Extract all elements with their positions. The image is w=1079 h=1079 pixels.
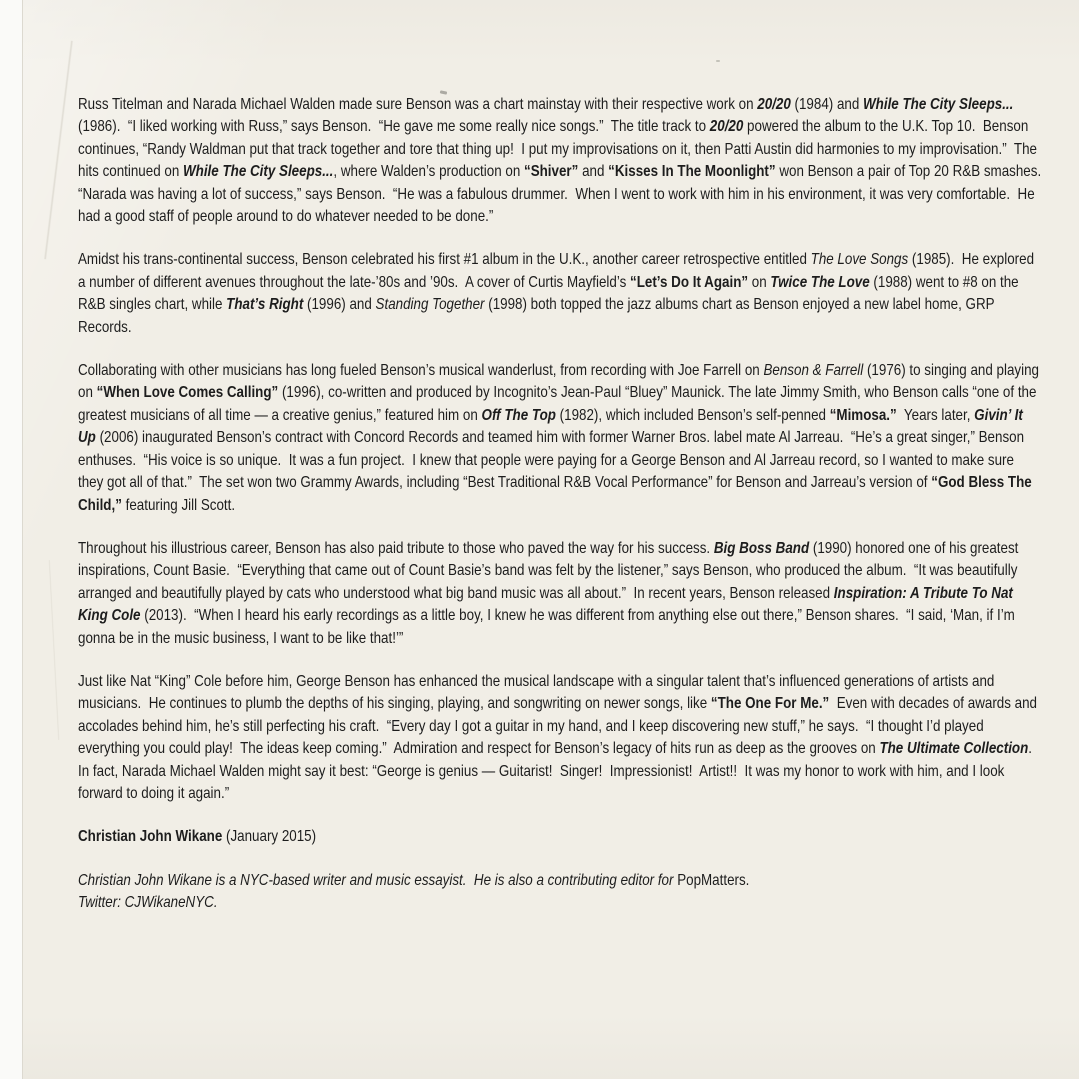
- paragraph-uk-success: [78, 249, 1042, 339]
- text-run: powered the album to the U.K. Top 10. Benson continues, “Randy Waldman put that track together and tore that thing up! I put my improvisations on it, then Patti Austin did harmonies to my improvisation.” The hits continued on: [78, 118, 1041, 181]
- text-run: (1988) went to #8 on the R&B singles chart, while: [78, 273, 1023, 314]
- byline: [78, 826, 1042, 848]
- author-bio-line: [78, 870, 1042, 892]
- paragraph-collaborations: [78, 360, 1042, 517]
- text-run: (2006) inaugurated Benson’s contract with Concord Records and teamed him with former Warner Bros. label mate Al Jarreau. “He’s a great singer,” Benson enthuses. “His voice is so unique. It was a fun project. I knew that people were paying for a George Benson and Al Jarreau record, so I wanted to make sure they got all of that.” The set won two Grammy Awards, including “Best Traditional R&B Vocal Performance” for Benson and Jarreau’s version of: [78, 429, 1028, 492]
- text-run: Twitter: CJWikaneNYC.: [78, 894, 218, 912]
- text-run: “Let’s Do It Again”: [630, 273, 749, 291]
- text-run: “Mimosa.”: [829, 406, 897, 424]
- text-run: While The City Sleeps...: [863, 96, 1014, 113]
- text-run: and: [578, 163, 609, 181]
- text-run: Inspiration: A Tribute To Nat King Cole: [78, 584, 1017, 625]
- text-run: The Ultimate Collection: [879, 740, 1029, 758]
- text-run: Givin’ It Up: [78, 406, 1027, 447]
- text-run: Benson & Farrell: [763, 362, 864, 380]
- text-run: “Kisses In The Moonlight”: [608, 163, 776, 181]
- text-run: (1982), which included Benson’s self-penned: [555, 406, 830, 424]
- text-run: (2013). “When I heard his early recordings as a little boy, I knew he was different from anything else out there,” Benson shares. “I said, ‘Man, if I’m gonna be in the music business, I want to be like that!’”: [78, 607, 1019, 647]
- text-run: Years later,: [896, 406, 975, 424]
- paper-crease: [44, 41, 74, 260]
- text-run: Christian John Wikane is a NYC-based writer and music essayist. He is also a contributing editor for: [78, 871, 678, 889]
- text-run: (January 2015): [222, 828, 317, 846]
- text-run: The Love Songs: [810, 251, 909, 269]
- text-run: PopMatters.: [677, 871, 750, 889]
- paper-crease: [48, 560, 59, 740]
- text-run: “The One For Me.”: [710, 695, 830, 713]
- text-run: (1976) to singing and playing on: [78, 362, 1043, 402]
- text-run: , where Walden’s production on: [333, 163, 524, 181]
- text-run: “When Love Comes Calling”: [96, 384, 279, 402]
- text-run: Standing Together: [375, 296, 485, 314]
- text-run: Even with decades of awards and accolades behind him, he’s still perfecting his craft. “Every day I got a guitar in my hand, and I keep discovering new stuff,” he says. “I thought I’d played everything you could play! The ideas keep coming.” Admiration and respect for Benson’s legacy of hits run as deep as the grooves on: [78, 695, 1041, 758]
- text-run: Big Boss Band: [713, 539, 810, 557]
- paragraph-legacy: [78, 671, 1042, 805]
- text-run: (1996), co-written and produced by Incognito’s Jean-Paul “Bluey” Maunick. The late Jimmy Smith, who Benson calls “one of the greatest musicians of all time — a creative genius,” featured him on: [78, 384, 1041, 424]
- text-run: . In fact, Narada Michael Walden might say it best: “George is genius — Guitarist! Singer! Impressionist! Artist!! It was my honor to work with him, and I look forward to doing it again.”: [78, 740, 1040, 802]
- scan-speck: [716, 60, 720, 62]
- text-run: (1985). He explored a number of different avenues throughout the late-’80s and ’90s. A cover of Curtis Mayfield’s: [78, 251, 1038, 291]
- text-run: on: [748, 273, 771, 291]
- text-run: (1996) and: [303, 296, 376, 314]
- text-run: 20/20: [709, 118, 744, 136]
- text-run: Russ Titelman and Narada Michael Walden made sure Benson was a chart mainstay with their respective work on: [78, 96, 758, 113]
- text-run: Throughout his illustrious career, Benson has also paid tribute to those who paved the way for his success.: [78, 539, 714, 557]
- paragraph-titelman-walden: [78, 94, 1049, 228]
- paragraph-tributes: [78, 538, 1042, 650]
- text-run: Amidst his trans-continental success, Benson celebrated his first #1 album in the U.K., another career retrospective entitled: [78, 251, 811, 269]
- text-run: Off The Top: [481, 406, 556, 424]
- author-twitter-line: [78, 892, 1042, 914]
- text-run: “Shiver”: [523, 163, 579, 181]
- text-run: featuring Jill Scott.: [121, 496, 236, 514]
- text-run: 20/20: [757, 96, 791, 113]
- text-run: (1998) both topped the jazz albums chart as Benson enjoyed a new label home, GRP Records.: [78, 296, 999, 336]
- text-run: Collaborating with other musicians has long fueled Benson’s musical wanderlust, from recording with Joe Farrell on: [78, 362, 764, 380]
- text-run: (1984) and: [790, 96, 864, 113]
- text-run: won Benson a pair of Top 20 R&B smashes. “Narada was having a lot of success,” says Benson. “He was a fabulous drummer. When I went to work with him in his environment, it was very comfortable. He had a good staff of people around to do whatever needed to be done.”: [78, 163, 1049, 226]
- text-run: (1986). “I liked working with Russ,” says Benson. “He gave me some really nice songs.” The title track to: [78, 96, 1018, 136]
- text-run: While The City Sleeps...: [183, 163, 334, 181]
- text-run: Twice The Love: [770, 273, 870, 291]
- liner-notes-text: [78, 94, 1049, 915]
- text-run: That’s Right: [226, 296, 304, 314]
- text-run: Christian John Wikane: [78, 828, 223, 846]
- text-run: Just like Nat “King” Cole before him, George Benson has enhanced the musical landscape with a singular talent that’s influenced generations of artists and musicians. He continues to plumb the depths of his singing, playing, and songwriting on newer songs, like: [78, 672, 999, 713]
- text-run: (1990) honored one of his greatest inspirations, Count Basie. “Everything that came out of Count Basie’s band was felt by the listener,” says Benson, who produced the album. “It was beautifully arranged and beautifully played by cats who understood what big band music was all about.” In recent years, Benson released: [78, 539, 1023, 602]
- text-run: “God Bless The Child,”: [78, 474, 1036, 514]
